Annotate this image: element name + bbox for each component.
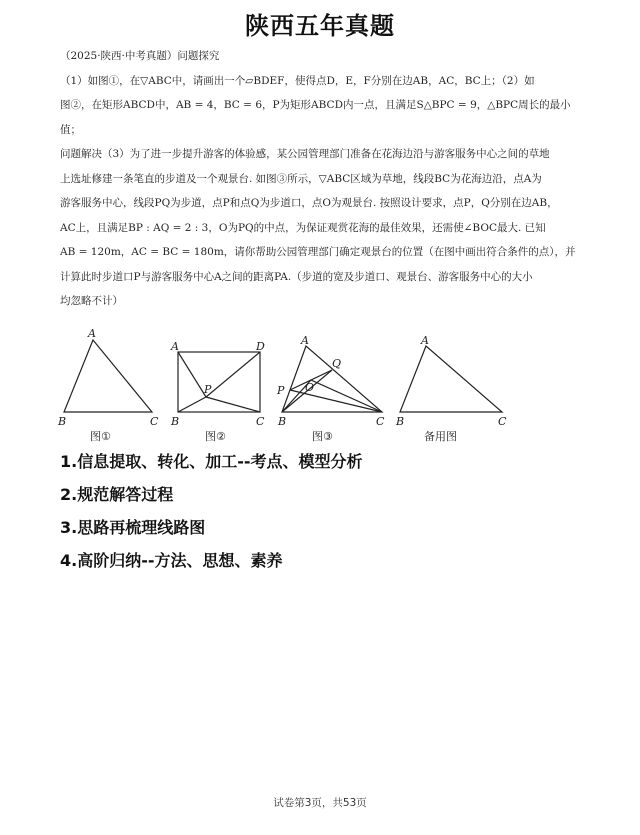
step-item: 3.思路再梳理线路图: [60, 518, 206, 537]
figure-2-rectangle: [178, 352, 260, 412]
spare-label-c: C: [498, 415, 507, 428]
figure-2-segment: [178, 397, 206, 412]
figure-3-segment-co: [311, 380, 382, 412]
step-item: 4.高阶归纳--方法、思想、素养: [60, 551, 283, 570]
analysis-steps: [60, 450, 600, 582]
problem-line: 均忽略不计）: [60, 295, 123, 307]
problem-line: AC上，且满足BP : AQ = 2 : 3，O为PQ的中点，为保证观赏花海的最佳效果，还需使∠BOC最大. 已知: [60, 221, 546, 234]
fig3-label-c: C: [376, 415, 385, 428]
figures-svg: [56, 328, 526, 428]
problem-source: （2025·陕西·中考真题）问题探究: [60, 50, 220, 62]
fig2-label-p: P: [204, 383, 212, 396]
figure-2-segment: [178, 352, 206, 397]
fig3-label-o: O: [305, 381, 315, 394]
fig1-label-b: B: [58, 415, 67, 428]
spare-label-a: A: [421, 334, 429, 347]
figure-2-caption: 图②: [205, 430, 226, 443]
problem-line: AB = 120m，AC = BC = 180m，请你帮助公园管理部门确定观景台的位置（在图中画出符合条件的点），并: [60, 246, 576, 258]
fig3-label-q: Q: [332, 357, 342, 370]
problem-line: 游客服务中心，线段PQ为步道，点P和点Q为步道口，点O为观景台. 按照设计要求，点P，Q分别在边AB，: [60, 197, 558, 209]
spare-figure-triangle: [400, 346, 502, 412]
figure-3-triangle: [282, 346, 382, 412]
figure-1-triangle: [64, 340, 152, 412]
step-item: 2.规范解答过程: [60, 485, 174, 504]
fig1-label-a: A: [88, 328, 96, 340]
figure-1-caption: 图①: [90, 430, 111, 443]
figure-2-segment: [206, 397, 260, 412]
problem-line: 问题解决（3）为了进一步提升游客的体验感，某公园管理部门准备在花海边沿与游客服务中心之间的草地: [60, 148, 550, 160]
figure-3-caption: 图③: [312, 430, 333, 443]
problem-line: 计算此时步道口P与游客服务中心A之间的距离PA.（步道的宽及步道口、观景台、游客服务中心的大小: [60, 270, 533, 283]
fig2-label-a: A: [171, 340, 179, 353]
figure-2-segment: [206, 352, 260, 397]
problem-text: [60, 44, 590, 314]
fig3-label-a: A: [301, 334, 309, 347]
spare-figure-caption: 备用图: [424, 430, 457, 443]
fig2-label-c: C: [256, 415, 265, 428]
problem-line: 图②，在矩形ABCD中，AB = 4，BC = 6，P为矩形ABCD内一点，且满足S△BPC = 9，△BPC周长的最小: [60, 99, 571, 111]
problem-line: 值；: [60, 123, 81, 136]
fig2-label-b: B: [171, 415, 180, 428]
fig2-label-d: D: [256, 340, 265, 353]
page-title: 陕西五年真题: [245, 12, 395, 40]
fig1-label-c: C: [150, 415, 159, 428]
fig3-label-b: B: [278, 415, 287, 428]
figure-3-segment-pc: [290, 390, 382, 412]
fig3-label-p: P: [277, 384, 285, 397]
spare-label-b: B: [396, 415, 405, 428]
problem-line: （1）如图①，在▽ABC中，请画出一个▱BDEF，使得点D，E，F分别在边AB，AC，BC上；（2）如: [60, 74, 535, 87]
page-footer: 试卷第3页，共53页: [273, 797, 367, 809]
step-item: 1.信息提取、转化、加工--考点、模型分析: [60, 452, 363, 471]
problem-line: 上选址修建一条笔直的步道及一个观景台. 如图③所示，▽ABC区域为草地，线段BC为花海边沿，点A为: [60, 172, 542, 185]
